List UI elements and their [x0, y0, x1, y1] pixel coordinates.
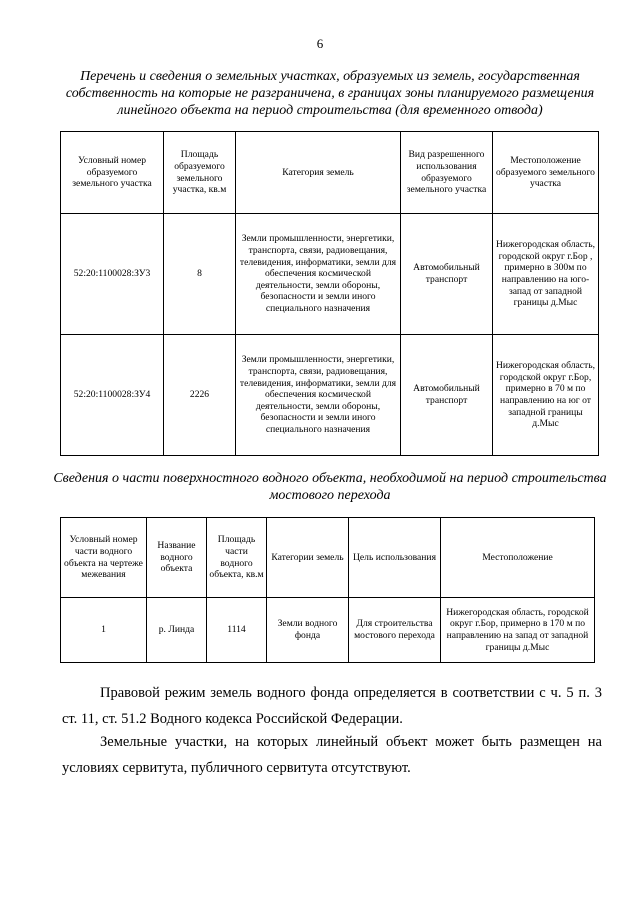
header-cell: Условный номер части водного объекта на чертеже межевания: [61, 518, 147, 598]
plot-location-cell: Нижегородская область, городской округ г.Бор, примерно в 70 м по направлению на юг от западной границы д.Мыс: [493, 335, 599, 456]
water-object-table: [60, 517, 595, 663]
water-object-table-title: Сведения о части поверхностного водного объекта, необходимой на период строительства мостового перехода: [53, 471, 607, 503]
water-name-cell: р. Линда: [147, 598, 207, 663]
table-row: [61, 335, 599, 456]
land-plots-table-title: Перечень и сведения о земельных участках, образуемых из земель, государственная собственность на которые не разграничена, в границах зоны планируемого размещения линейного объекта на период строительства (для временного отвода): [65, 69, 595, 118]
legal-regime-paragraph: Правовой режим земель водного фонда определяется в соответствии с ч. 5 п. 3 ст. 11, ст. 51.2 Водного кодекса Российской Федерации.: [62, 685, 602, 727]
table-row: [61, 214, 599, 335]
plot-area-cell: 8: [164, 214, 236, 335]
header-cell: Местоположение образуемого земельного участка: [493, 132, 599, 214]
plot-number-cell: 52:20:1100028:ЗУ3: [61, 214, 164, 335]
header-cell: Условный номер образуемого земельного участка: [61, 132, 164, 214]
plot-use-cell: Автомобильный транспорт: [401, 335, 493, 456]
header-cell: Местоположение: [441, 518, 595, 598]
header-cell: Название водного объекта: [147, 518, 207, 598]
header-cell: Категории земель: [267, 518, 349, 598]
header-cell: Категория земель: [236, 132, 401, 214]
water-area-cell: 1114: [207, 598, 267, 663]
plot-location-cell: Нижегородская область, городской округ г.Бор , примерно в 300м по направлению на юго-запад от западной границы д.Мыс: [493, 214, 599, 335]
water-purpose-cell: Для строительства мостового перехода: [349, 598, 441, 663]
servitude-paragraph: Земельные участки, на которых линейный объект может быть размещен на условиях сервитута, публичного сервитута отсутствуют.: [62, 734, 602, 776]
water-part-number-cell: 1: [61, 598, 147, 663]
header-cell: Площадь части водного объекта, кв.м: [207, 518, 267, 598]
water-category-cell: Земли водного фонда: [267, 598, 349, 663]
header-cell: Вид разрешенного использования образуемого земельного участка: [401, 132, 493, 214]
table-row: [61, 598, 595, 663]
plot-category-cell: Земли промышленности, энергетики, транспорта, связи, радиовещания, телевидения, информатики, земли для обеспечения космической деятельности, земли обороны, безопасности и земли иного специального назначения: [236, 214, 401, 335]
water-location-cell: Нижегородская область, городской округ г.Бор, примерно в 170 м по направлению на запад от западной границы д.Мыс: [441, 598, 595, 663]
table-header-row: [61, 518, 595, 598]
land-plots-table: [60, 131, 599, 456]
table-header-row: [61, 132, 599, 214]
header-cell: Цель использования: [349, 518, 441, 598]
plot-number-cell: 52:20:1100028:ЗУ4: [61, 335, 164, 456]
plot-use-cell: Автомобильный транспорт: [401, 214, 493, 335]
page-number: 6: [316, 36, 324, 51]
header-cell: Площадь образуемого земельного участка, кв.м: [164, 132, 236, 214]
plot-category-cell: Земли промышленности, энергетики, транспорта, связи, радиовещания, телевидения, информатики, земли для обеспечения космической деятельности, земли обороны, безопасности и земли иного специального назначения: [236, 335, 401, 456]
plot-area-cell: 2226: [164, 335, 236, 456]
